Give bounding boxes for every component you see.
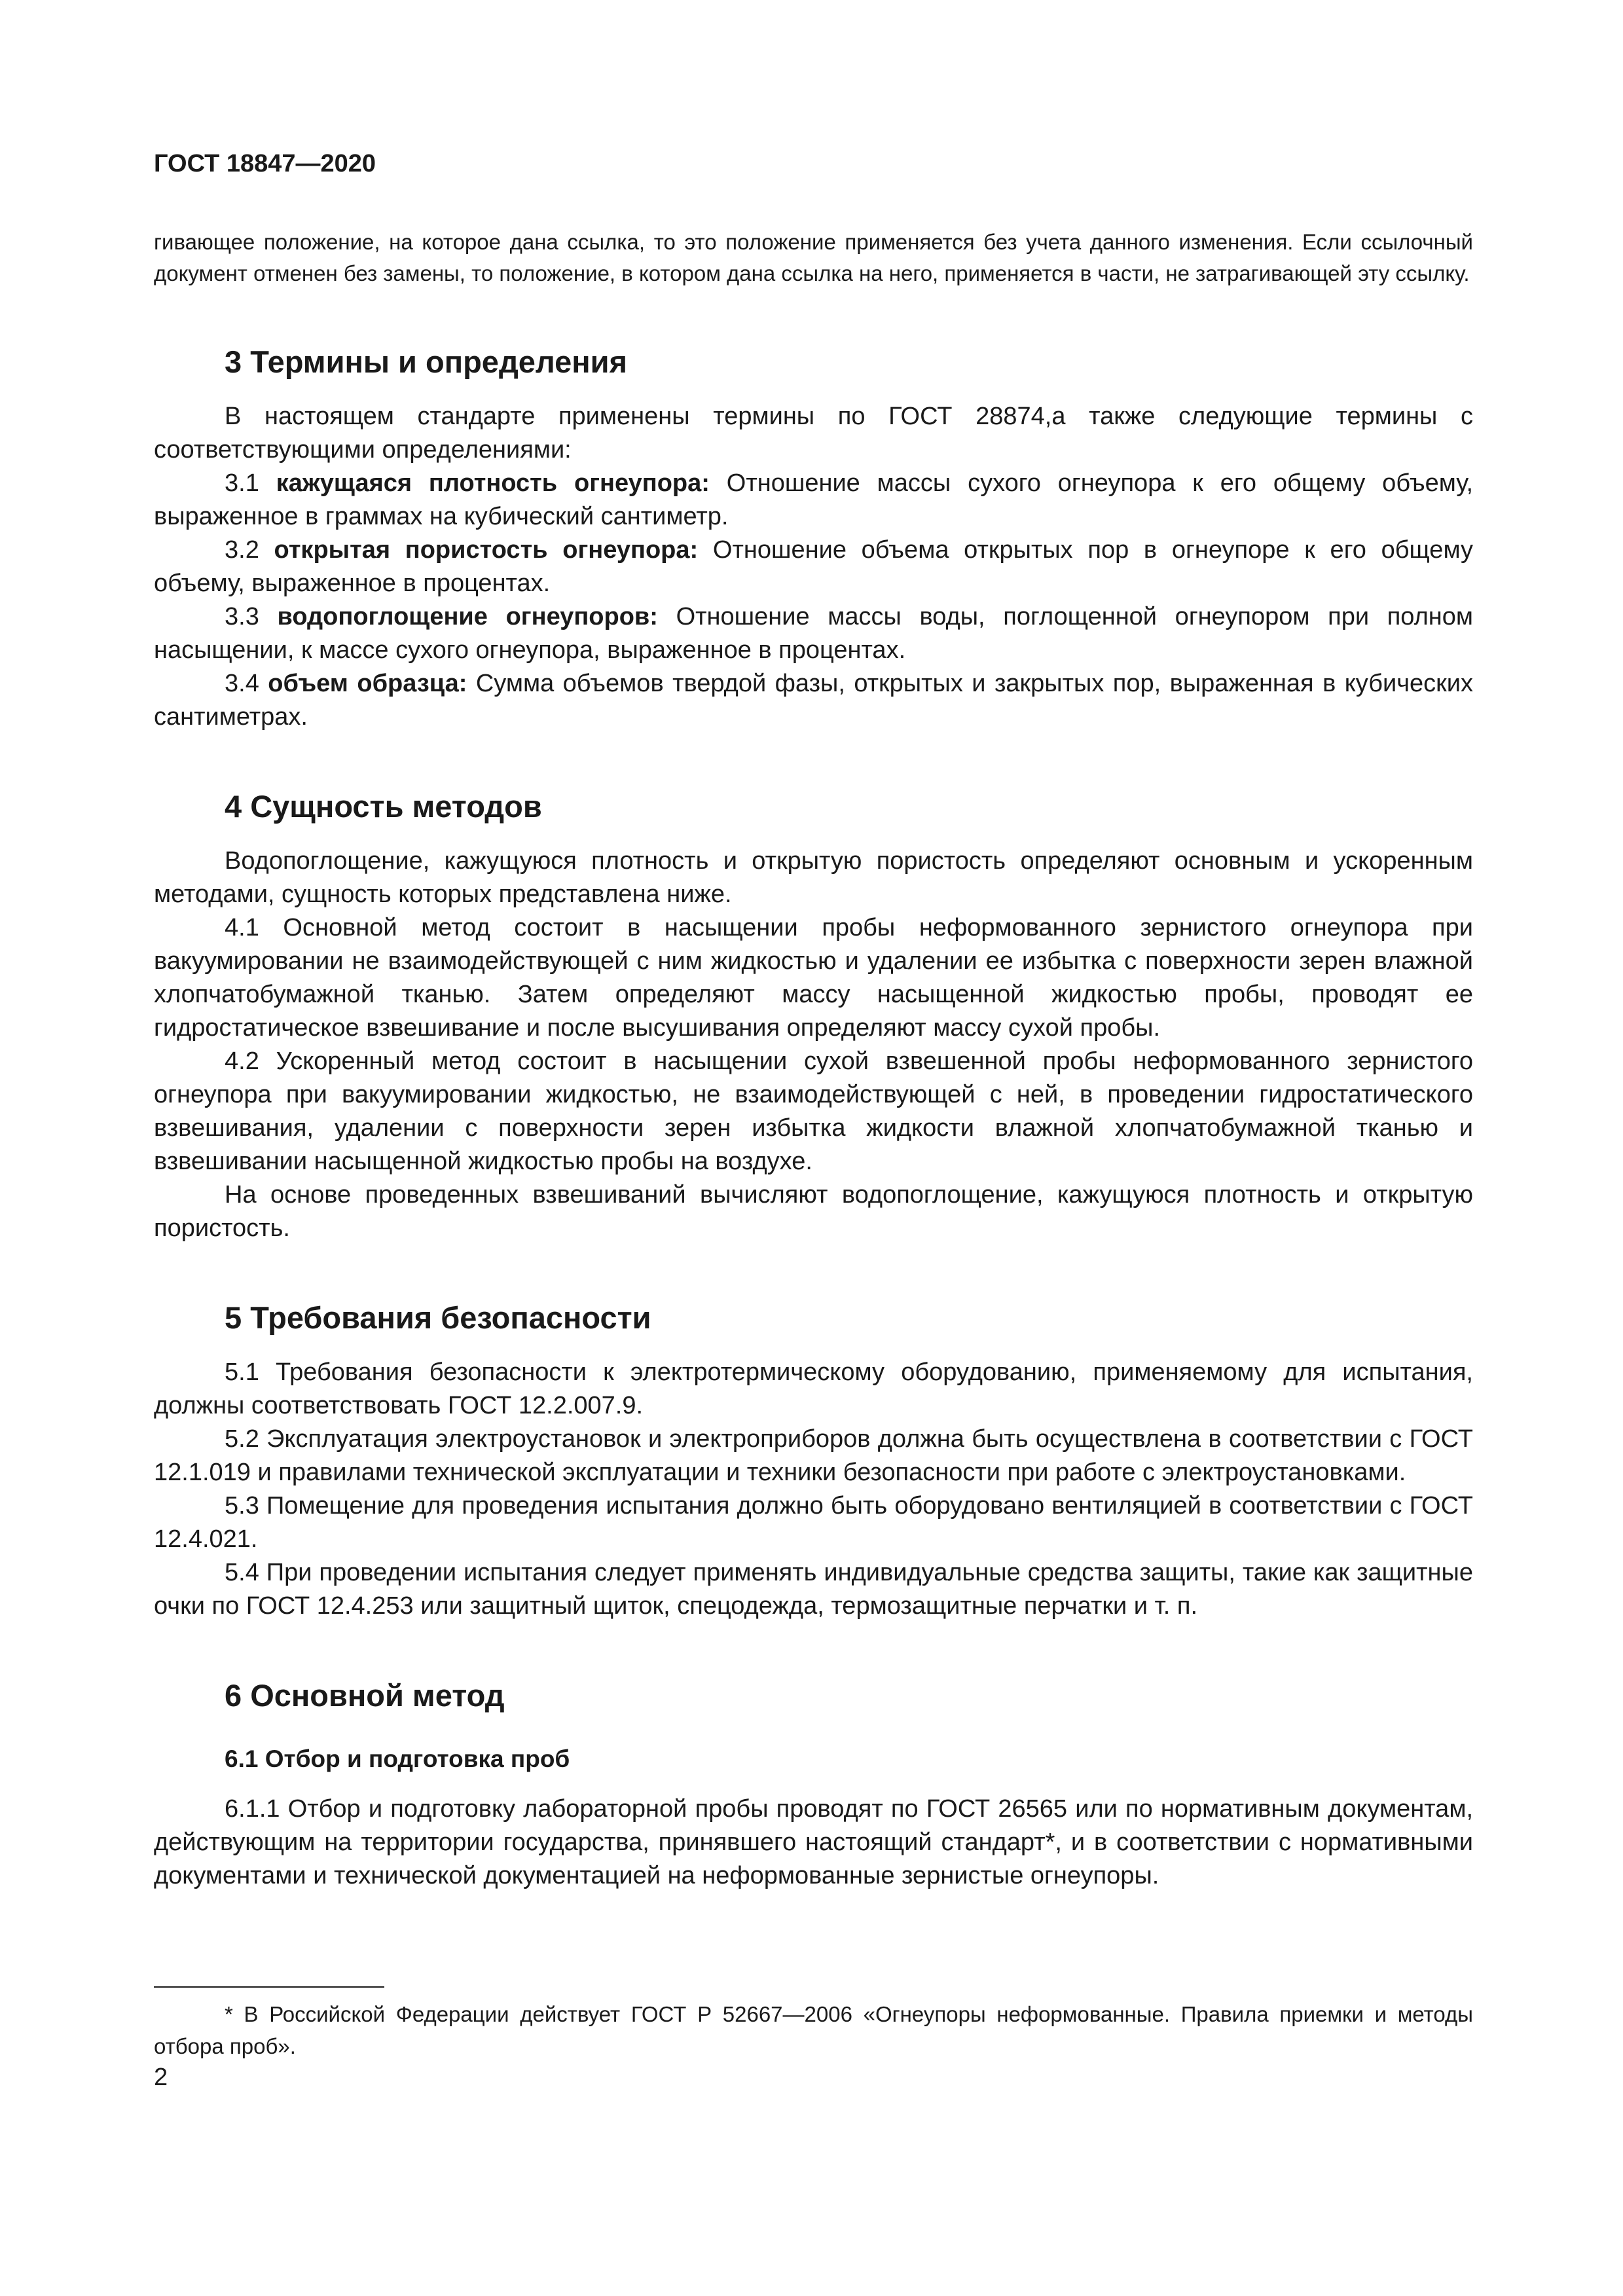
clause-5-4: 5.4 При проведении испытания следует применять индивидуальные средства защиты, такие как защитные очки по ГОСТ 12.4.253 или защитный щиток, спецодежда, термозащитные перчатки и т. п.: [154, 1559, 1473, 1620]
clause-6-1-1: 6.1.1 Отбор и подготовку лабораторной пробы проводят по ГОСТ 26565 или по нормативным документам, действующим на территории государства, принявшего настоящий стандарт*, и в соответствии с нормативными документами и технической документацией на неформованные зернистые огнеупоры.: [154, 1795, 1473, 1889]
clause-4-2: 4.2 Ускоренный метод состоит в насыщении сухой взвешенной пробы неформованного зернистого огнеупора при вакуумировании жидкостью, не взаимодействующей с ней, в проведении гидростатического взвешивания, удалении с поверхности зерен избытка жидкости влажной хлопчатобумажной тканью и взвешивании насыщенной жидкостью пробы на воздухе.: [154, 1048, 1473, 1175]
term-number: 3.3: [225, 603, 259, 630]
page-number: 2: [154, 2064, 168, 2091]
term-name: кажущаяся плотность огнеупора:: [276, 469, 710, 497]
clause-5-1: 5.1 Требования безопасности к электротермическому оборудованию, применяемому для испытания, должны соответствовать ГОСТ 12.2.007.9.: [154, 1358, 1473, 1419]
term-3-1: [154, 467, 1473, 534]
term-definition: Отношение массы сухого огнеупора к его общему объему, выраженное в граммах на кубический сантиметр.: [154, 469, 1474, 530]
section-4-paragraph: На основе проведенных взвешиваний вычисляют водопоглощение, кажущуюся плотность и открытую пористость.: [154, 1181, 1473, 1242]
term-name: объем образца:: [268, 670, 467, 697]
intro-paragraph: гивающее положение, на которое дана ссылка, то это положение применяется без учета данного изменения. Если ссылочный документ отменен без замены, то положение, в котором дана ссылка на него, применяется в части, не затрагивающей эту ссылку.: [154, 230, 1473, 285]
clause-4-1: 4.1 Основной метод состоит в насыщении пробы неформованного зернистого огнеупора при вакуумировании не взаимодействующей с ним жидкостью и удалении ее избытка с поверхности зерен влажной хлопчатобумажной тканью. Затем определяют массу насыщенной жидкостью пробы, проводят ее гидростатическое взвешивание и после высушивания определяют массу сухой пробы.: [154, 914, 1473, 1042]
document-header-id: ГОСТ 18847—2020: [154, 150, 376, 177]
section-6-title: 6 Основной метод: [225, 1678, 505, 1713]
term-number: 3.1: [225, 469, 259, 497]
term-number: 3.2: [225, 536, 259, 564]
clause-5-3: 5.3 Помещение для проведения испытания должно быть оборудовано вентиляцией в соответствии с ГОСТ 12.4.021.: [154, 1492, 1473, 1553]
section-4-title: 4 Сущность методов: [225, 789, 542, 824]
section-3-title: 3 Термины и определения: [225, 344, 627, 379]
section-3-intro: В настоящем стандарте применены термины по ГОСТ 28874,а также следующие термины с соответствующими определениями:: [154, 403, 1473, 464]
term-definition: Отношение объема открытых пор в огнеупоре к его общему объему, выраженное в процентах.: [154, 536, 1473, 597]
term-number: 3.4: [225, 670, 259, 697]
term-3-3: [154, 600, 1473, 667]
term-definition: Отношение массы воды, поглощенной огнеупором при полном насыщении, к массе сухого огнеупора, выраженное в процентах.: [154, 603, 1474, 664]
term-name: водопоглощение огнеупоров:: [277, 603, 658, 630]
term-3-4: [154, 667, 1473, 734]
term-definition: Сумма объемов твердой фазы, открытых и закрытых пор, выраженная в кубических сантиметрах.: [154, 670, 1473, 731]
section-4-paragraph: Водопоглощение, кажущуюся плотность и открытую пористость определяют основным и ускоренным методами, сущность которых представлена ниже.: [154, 847, 1473, 908]
section-5-title: 5 Требования безопасности: [225, 1300, 651, 1335]
term-name: открытая пористость огнеупора:: [274, 536, 699, 564]
subsection-6-1-title: 6.1 Отбор и подготовка проб: [225, 1745, 570, 1772]
term-3-2: [154, 534, 1473, 600]
footnote-separator: [154, 1986, 384, 1988]
footnote: * В Российской Федерации действует ГОСТ Р 52667—2006 «Огнеупоры неформованные. Правила приемки и методы отбора проб».: [154, 2002, 1473, 2058]
clause-5-2: 5.2 Эксплуатация электроустановок и электроприборов должна быть осуществлена в соответствии с ГОСТ 12.1.019 и правилами технической эксплуатации и техники безопасности при работе с электроустановками.: [154, 1425, 1473, 1486]
document-body: [154, 227, 1473, 1893]
